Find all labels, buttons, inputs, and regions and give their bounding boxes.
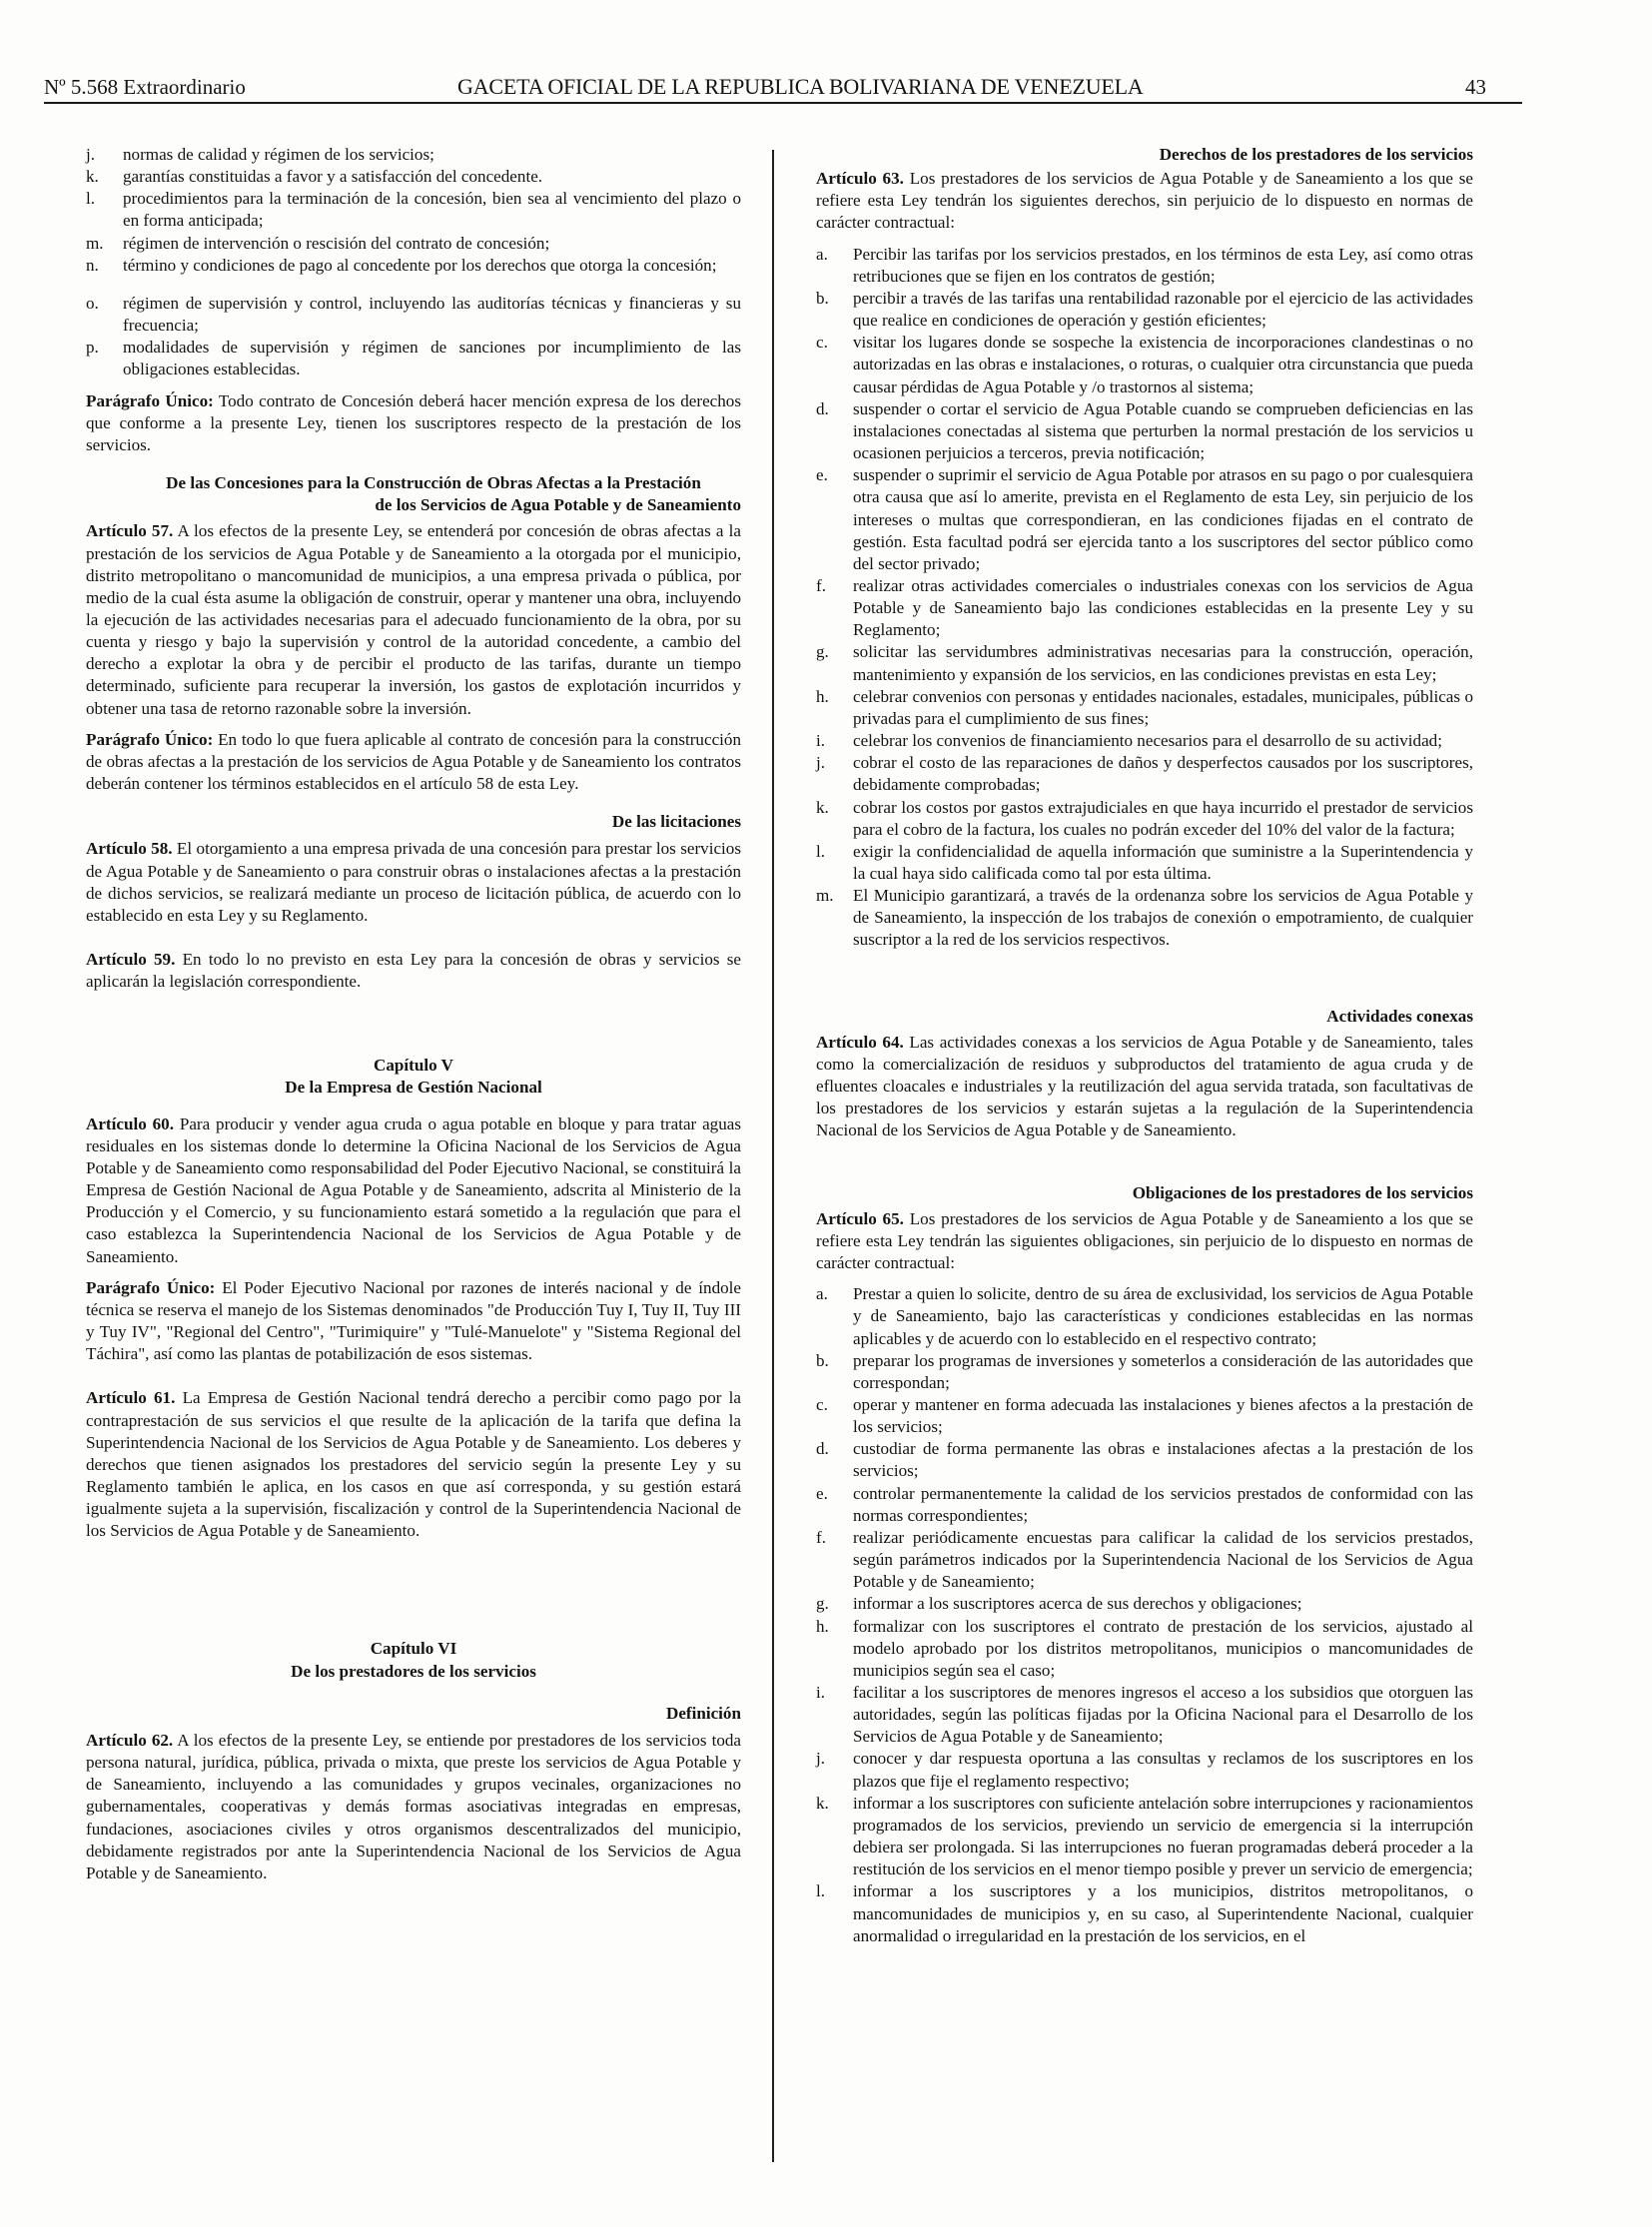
list-item: [816, 575, 1473, 641]
heading-licitaciones: De las licitaciones: [611, 812, 741, 832]
list-item: [816, 1527, 1473, 1593]
list-item-text: realizar periódicamente encuestas para calificar la calidad de los servicios prestados, según parámetros indicados por la Superintendencia Nacional de los Servicios de Agua Potable y de Saneamiento;: [853, 1527, 1473, 1592]
list-item-marker: a.: [816, 1284, 828, 1304]
list-obligaciones: [816, 1283, 1473, 1947]
list-item: [816, 1394, 1473, 1438]
list-item-text: cobrar el costo de las reparaciones de daños y desperfectos causados por los suscriptores, debidamente comprobadas;: [853, 753, 1473, 795]
list-item: [816, 841, 1473, 885]
list-item-text: garantías constituidas a favor y a satisfacción del concedente.: [123, 167, 543, 187]
list-item-marker: b.: [816, 288, 829, 308]
list-item-text: informar a los suscriptores acerca de sus derechos y obligaciones;: [853, 1594, 1302, 1614]
list-item-marker: j.: [86, 145, 96, 164]
chapter-6-title: De los prestadores de los servicios: [291, 1661, 536, 1681]
list-item: [816, 686, 1473, 730]
list-item-marker: i.: [816, 1683, 826, 1702]
article-57: Artículo 57. A los efectos de la presente Ley, se entenderá por concesión de obras afectas a la prestación de los servicios de Agua Potable y de Saneamiento a la otorgada por el municipio, distrito metropolitano o mancomunidad de municipios, a una empresa privada o pública, por medio de la cual ésta asume la obligación de construir, operar y mantener una obra, incluyendo la ejecución de las actividades necesarias para el adecuado funcionamiento de la obra, por su cuenta y riesgo y bajo la supervisión y control de la autoridad concedente, a cambio del derecho a explotar la obra y de percibir el producto de las tarifas, durante un tiempo determinado, suficiente para recuperar la inversión, los gastos de explotación incurridos y obtener una tasa de retorno razonable sobre la inversión.: [86, 521, 742, 718]
list-item-marker: a.: [816, 244, 828, 264]
list-item-text: conocer y dar respuesta oportuna a las consultas y reclamos de los suscriptores en los plazos que fije el reglamento respectivo;: [853, 1749, 1473, 1791]
list-item-text: formalizar con los suscriptores el contrato de prestación de los servicios, ajustado al modelo aprobado por los distritos metropolitanos, municipios o mancomunidades de municipios según sea el caso;: [853, 1616, 1473, 1680]
list-item-marker: j.: [816, 753, 826, 773]
heading-actividades-conexas: Actividades conexas: [1326, 1006, 1473, 1026]
list-item-text: régimen de supervisión y control, incluyendo las auditorías técnicas y financieras y su frecuencia;: [123, 293, 741, 336]
heading-derechos: Derechos de los prestadores de los servicios: [1159, 145, 1473, 164]
list-item-marker: h.: [816, 686, 829, 706]
list-item-marker: d.: [816, 398, 829, 418]
list-item: [816, 752, 1473, 796]
list-item-text: visitar los lugares donde se sospeche la existencia de incorporaciones clandestinas o no autorizadas en las obras e instalaciones, o roturas, o cualquier otra circunstancia que pueda causar pérdidas de Agua Potable y /o trastornos al sistema;: [853, 333, 1473, 396]
list-item-text: Prestar a quien lo solicite, dentro de su área de exclusividad, los servicios de Agua Potable y de Saneamiento, bajo las características y condiciones establecidas en las normas aplicables y de acuerdo con lo establecido en el respectivo contrato;: [853, 1284, 1473, 1348]
list-item-text: celebrar los convenios de financiamiento necesarios para el desarrollo de su actividad;: [853, 731, 1442, 751]
list-item: [86, 144, 741, 166]
page-number: 43: [1465, 75, 1486, 99]
list-item-text: Percibir las tarifas por los servicios prestados, en los términos de esta Ley, así como otras retribuciones que se fijen en los contratos de gestión;: [853, 244, 1473, 286]
page-header: [44, 74, 1522, 104]
heading-obligaciones: Obligaciones de los prestadores de los servicios: [1132, 1182, 1473, 1202]
list-item: [816, 464, 1473, 575]
article-61: Artículo 61. La Empresa de Gestión Nacional tendrá derecho a percibir como pago por la contraprestación de sus servicios el que resulte de la aplicación de la tarifa que defina la Superintendencia Nacional de los Servicios de Agua Potable y de Saneamiento. Los deberes y derechos que tienen asignados los prestadores del servicio según la presente Ley y su Reglamento también le aplica, en los casos en que así corresponda, y su gestión estará igualmente sujeta a la supervisión, fiscalización y control de la Superintendencia Nacional de los Servicios de Agua Potable y de Saneamiento.: [86, 1388, 741, 1541]
list-item: [816, 1483, 1473, 1527]
list-item-text: solicitar las servidumbres administrativas necesarias para la construcción, operación, mantenimiento y expansión de los servicios, en las condiciones previstas en esta Ley;: [853, 642, 1473, 684]
list-item-text: custodiar de forma permanente las obras e instalaciones afectas a la prestación de los servicios;: [853, 1439, 1473, 1481]
list-item-text: percibir a través de las tarifas una rentabilidad razonable por el ejercicio de las actividades que realice en condiciones de operación y gestión eficientes;: [853, 288, 1473, 331]
list-item-marker: f.: [816, 1527, 826, 1547]
list-item: [816, 398, 1473, 464]
list-item-text: realizar otras actividades comerciales o industriales conexas con los servicios de Agua Potable y de Saneamiento bajo las condiciones establecidas en la presente Ley y su Reglamento;: [853, 575, 1473, 640]
list-item: [86, 233, 741, 255]
list-concession-terms-2: [86, 293, 741, 381]
left-column: [86, 144, 741, 1884]
list-item-text: término y condiciones de pago al concedente por los derechos que otorga la concesión;: [123, 255, 717, 275]
list-item-marker: l.: [816, 1881, 826, 1901]
list-item-marker: e.: [816, 1483, 828, 1503]
paragrafo-unico-57: Parágrafo Único: En todo lo que fuera aplicable al contrato de concesión para la construcción de obras afectas a la prestación de los servicios de Agua Potable y de Saneamiento los contratos deberán contener los términos establecidos en el artículo 58 de esta Ley.: [86, 729, 741, 794]
list-item-marker: g.: [816, 1594, 829, 1614]
list-item: [816, 1748, 1473, 1792]
paragrafo-unico-56: Parágrafo Único: Todo contrato de Concesión deberá hacer mención expresa de los derechos que conforme a la presente Ley, tienen los suscriptores respecto de la prestación de los servicios.: [86, 390, 741, 454]
list-item: [816, 1880, 1473, 1946]
list-item-text: normas de calidad y régimen de los servicios;: [123, 145, 434, 164]
list-item-text: cobrar los costos por gastos extrajudiciales en que haya incurrido el prestador de servicios para el cobro de la factura, los cuales no podrán exceder del 10% del valor de la factura;: [853, 797, 1473, 839]
list-item-text: celebrar convenios con personas y entidades nacionales, estadales, municipales, públicas o privadas para el cumplimiento de sus fines;: [853, 686, 1473, 728]
list-item-text: modalidades de supervisión y régimen de sanciones por incumplimiento de las obligaciones establecidas.: [123, 338, 741, 379]
list-item: [816, 1438, 1473, 1482]
list-item-text: exigir la confidencialidad de aquella información que suministre a la Superintendencia y la cual haya sido calificada como tal por esta última.: [853, 841, 1473, 883]
list-item: [816, 1593, 1473, 1615]
list-item-marker: l.: [86, 189, 96, 209]
list-item-marker: k.: [816, 1793, 829, 1813]
list-item: [816, 885, 1473, 951]
list-item-marker: c.: [816, 333, 828, 353]
list-item: [86, 255, 741, 277]
list-item-text: suspender o cortar el servicio de Agua Potable cuando se comprueben deficiencias en las instalaciones conectadas al sistema que perturben la normal prestación de los servicios u ocasionen perjuicios a terceros, previa notificación;: [853, 398, 1473, 463]
list-item-marker: f.: [816, 575, 826, 595]
list-item-marker: m.: [816, 886, 834, 906]
chapter-6-number: Capítulo VI: [370, 1639, 457, 1659]
chapter-5-title: De la Empresa de Gestión Nacional: [285, 1078, 542, 1098]
article-63: Artículo 63. Los prestadores de los servicios de Agua Potable y de Saneamiento a los que se refiere esta Ley tendrán los siguientes derechos, sin perjuicio de lo dispuesto en normas de carácter contractual:: [816, 169, 1473, 233]
list-item-text: preparar los programas de inversiones y someterlos a consideración de las autoridades que correspondan;: [853, 1350, 1473, 1392]
list-item-marker: m.: [86, 233, 104, 253]
list-item-marker: g.: [816, 642, 829, 662]
list-item: [816, 1350, 1473, 1394]
list-item-marker: b.: [816, 1350, 829, 1370]
list-item: [816, 244, 1473, 288]
list-item: [816, 730, 1473, 752]
list-item: [816, 1793, 1473, 1881]
list-item-text: régimen de intervención o rescisión del contrato de concesión;: [123, 233, 550, 253]
paragrafo-unico-60: Parágrafo Único: El Poder Ejecutivo Nacional por razones de interés nacional y de índole técnica se reserva el manejo de los Sistemas denominados "de Producción Tuy I, Tuy II, Tuy III y Tuy IV", "Regional del Centro", "Turimiquire" y "Tulé-Manuelote" y "Sistema Regional del Táchira", así como las plantas de potabilización de esos sistemas.: [86, 1277, 741, 1364]
list-item-marker: h.: [816, 1616, 829, 1636]
list-item: [816, 332, 1473, 397]
list-item-marker: k.: [816, 797, 829, 817]
list-item-marker: j.: [816, 1749, 826, 1769]
list-item-text: El Municipio garantizará, a través de la ordenanza sobre los servicios de Agua Potable y de Saneamiento, la inspección de los trabajos de conexión o empotramiento, de cualquier suscriptor a la red de los servicios respectivos.: [853, 886, 1473, 950]
gazette-number: Nº 5.568 Extraordinario: [44, 75, 246, 99]
column-divider: [772, 150, 774, 2162]
list-item-text: informar a los suscriptores y a los municipios, distritos metropolitanos, o mancomunidades de municipios y, en su caso, al Superintendente Nacional, cualquier anormalidad o irregularidad en la prestación de los servicios, en el: [853, 1881, 1473, 1945]
list-item: [816, 1616, 1473, 1682]
list-item-marker: n.: [86, 255, 99, 275]
list-item-marker: i.: [816, 731, 826, 751]
list-item: [816, 797, 1473, 841]
list-concession-terms: [86, 144, 741, 277]
heading-concesiones-2: de los Servicios de Agua Potable y de Saneamiento: [375, 495, 741, 515]
list-item: [86, 293, 741, 337]
list-item-text: facilitar a los suscriptores de menores ingresos el acceso a los subsidios que otorguen las autoridades, según las políticas fijadas por la Oficina Nacional para el Desarrollo de los Servicios de Agua Potable y de Saneamiento;: [853, 1683, 1473, 1747]
list-item-text: operar y mantener en forma adecuada las instalaciones y bienes afectos a la prestación de los servicios;: [853, 1394, 1473, 1437]
chapter-5-number: Capítulo V: [374, 1056, 453, 1076]
list-item: [86, 166, 741, 188]
list-item-marker: o.: [86, 293, 99, 313]
heading-definicion: Definición: [665, 1703, 741, 1723]
list-item-marker: c.: [816, 1394, 828, 1414]
article-59: Artículo 59. En todo lo no previsto en esta Ley para la concesión de obras y servicios se aplicarán la legislación correspondiente.: [86, 950, 742, 992]
article-58: Artículo 58. El otorgamiento a una empresa privada de una concesión para prestar los servicios de Agua Potable y de Saneamiento o para construir obras o instalaciones afectas a la prestación de dichos servicios, se realizará mediante un proceso de licitación pública, de acuerdo con lo establecido en esta Ley y su Reglamento.: [86, 839, 741, 925]
list-item-marker: k.: [86, 167, 99, 187]
list-item-text: procedimientos para la terminación de la concesión, bien sea al vencimiento del plazo o en forma anticipada;: [123, 189, 741, 231]
gazette-title: GACETA OFICIAL DE LA REPUBLICA BOLIVARIANA DE VENEZUELA: [457, 74, 1144, 99]
list-item: [816, 641, 1473, 685]
list-item-text: suspender o suprimir el servicio de Agua Potable por atrasos en su pago o por cualesquiera otra causa que así lo amerite, prevista en el Reglamento de esta Ley, sin perjuicio de los intereses o multas que correspondieran, en las condiciones fijadas en el contrato de gestión. Esta facultad podrá ser ejercida tanto a los suscriptores del sector público como del sector privado;: [853, 465, 1473, 573]
article-60: Artículo 60. Para producir y vender agua cruda o agua potable en bloque y para tratar aguas residuales en los sistemas donde lo determine la Oficina Nacional de los Servicios de Agua Potable y de Saneamiento como responsabilidad del Poder Ejecutivo Nacional, se constituirá la Empresa de Gestión Nacional de Agua Potable y de Saneamiento, adscrita al Ministerio de la Producción y el Comercio, y su funcionamiento estará sometido a la regulación que para el caso establezca la Superintendencia Nacional de los Servicios de Agua Potable y de Saneamiento.: [86, 1114, 741, 1266]
list-item: [816, 1682, 1473, 1748]
list-item: [86, 337, 741, 380]
article-65: Artículo 65. Los prestadores de los servicios de Agua Potable y de Saneamiento a los que se refiere esta Ley tendrán las siguientes obligaciones, sin perjuicio de lo dispuesto en normas de carácter contractual:: [816, 1208, 1473, 1273]
list-item-marker: e.: [816, 465, 828, 485]
heading-concesiones-1: De las Concesiones para la Construcción de Obras Afectas a la Prestación: [166, 473, 701, 493]
list-item: [816, 1283, 1473, 1349]
list-item: [816, 288, 1473, 332]
list-item-text: informar a los suscriptores con suficiente antelación sobre interrupciones y racionamientos programados de los servicios, previendo un servicio de emergencia si la interrupción debiera ser prolongada. Si las interrupciones no fueran programadas deberá proceder a la restitución de los servicios en el menor tiempo posible y prever un servicio de emergencia;: [853, 1793, 1473, 1879]
list-item-marker: l.: [816, 841, 826, 861]
list-item: [86, 188, 741, 232]
list-item-marker: d.: [816, 1439, 829, 1459]
article-64: Artículo 64. Las actividades conexas a los servicios de Agua Potable y de Saneamiento, tales como la comercialización de residuos y subproductos del tratamiento de agua cruda y de efluentes cloacales e industriales y la reutilización del agua servida tratada, son facultativas de los prestadores de los servicios y estarán sujetas a la regulación de la Superintendencia Nacional de los Servicios de Agua Potable y de Saneamiento.: [816, 1032, 1473, 1140]
list-derechos: [816, 244, 1473, 952]
article-62: Artículo 62. A los efectos de la presente Ley, se entiende por prestadores de los servicios toda persona natural, jurídica, pública, privada o mixta, que preste los servicios de Agua Potable y de Saneamiento, incluyendo a las comunidades y grupos vecinales, organizaciones no gubernamentales, cooperativas y demás formas asociativas integradas en empresas, fundaciones, asociaciones civiles y otros organismos descentralizados del municipio, debidamente registrados por ante la Superintendencia Nacional de los Servicios de Agua Potable y de Saneamiento.: [86, 1730, 741, 1882]
list-item-text: controlar permanentemente la calidad de los servicios prestados de conformidad con las normas correspondientes;: [853, 1483, 1473, 1525]
right-column: [816, 144, 1473, 1947]
list-item-marker: p.: [86, 338, 99, 358]
